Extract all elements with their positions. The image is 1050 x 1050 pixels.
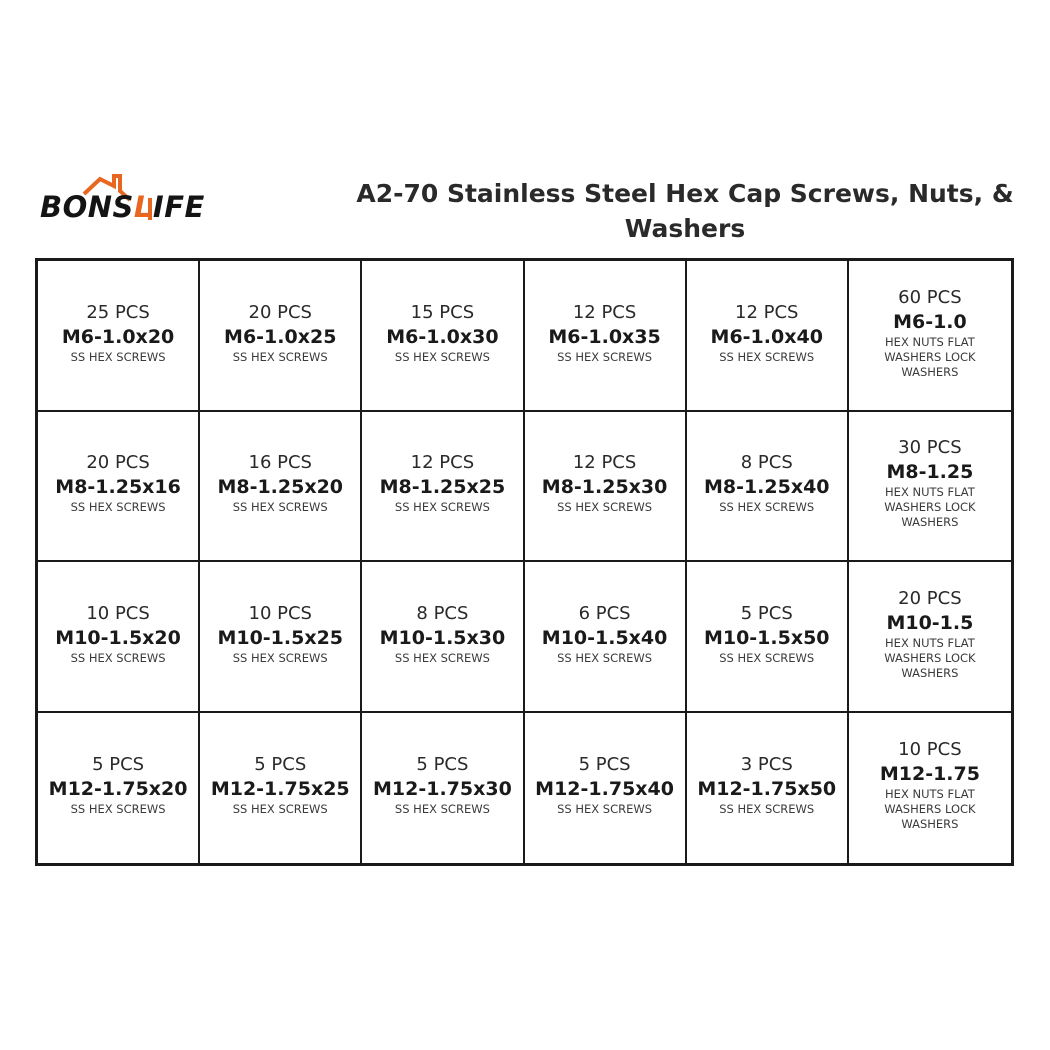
cell-quantity: 10 PCS: [86, 602, 150, 624]
cell-quantity: 20 PCS: [248, 301, 312, 323]
table-cell: [362, 412, 524, 563]
cell-quantity: 3 PCS: [740, 754, 793, 776]
table-cell: [687, 261, 849, 412]
cell-quantity: 12 PCS: [572, 301, 637, 323]
cell-size: M12-1.75x40: [535, 778, 674, 801]
cell-description: HEX NUTS FLAT WASHERS LOCK WASHERS: [884, 635, 976, 680]
table-cell: [849, 412, 1011, 563]
table-cell: [687, 713, 849, 864]
cell-description: SS HEX SCREWS: [557, 802, 653, 817]
cell-description: SS HEX SCREWS: [557, 650, 653, 665]
cell-description: SS HEX SCREWS: [719, 650, 815, 665]
cell-description: SS HEX SCREWS: [394, 650, 490, 665]
cell-quantity: 5 PCS: [254, 754, 307, 776]
table-cell: [525, 261, 687, 412]
cell-size: M8-1.25: [886, 461, 974, 484]
brand-name-part3: IFE: [152, 190, 205, 224]
cell-description: SS HEX SCREWS: [557, 500, 653, 515]
cell-description: SS HEX SCREWS: [232, 650, 328, 665]
cell-size: M8-1.25x25: [379, 476, 506, 499]
cell-quantity: 12 PCS: [410, 452, 475, 474]
cell-size: M10-1.5x50: [703, 626, 830, 649]
cell-description: SS HEX SCREWS: [70, 500, 166, 515]
table-cell: [200, 261, 362, 412]
table-cell: [362, 713, 524, 864]
table-cell: [200, 412, 362, 563]
cell-size: M6-1.0x20: [61, 325, 175, 348]
cell-size: M6-1.0x40: [710, 325, 823, 348]
cell-description: SS HEX SCREWS: [70, 802, 166, 817]
cell-size: M12-1.75x25: [210, 778, 350, 801]
cell-quantity: 8 PCS: [740, 452, 793, 474]
table-cell: [38, 562, 200, 713]
cell-description: SS HEX SCREWS: [719, 802, 815, 817]
table-cell: [200, 562, 362, 713]
cell-size: M10-1.5x20: [55, 626, 181, 649]
table-cell: [362, 562, 524, 713]
cell-description: HEX NUTS FLAT WASHERS LOCK WASHERS: [884, 485, 976, 530]
table-cell: [38, 412, 200, 563]
table-cell: [849, 713, 1011, 864]
cell-size: M8-1.25x16: [55, 476, 181, 499]
cell-quantity: 6 PCS: [578, 602, 631, 624]
cell-quantity: 25 PCS: [86, 301, 150, 323]
cell-size: M6-1.0x30: [386, 325, 499, 348]
cell-size: M8-1.25x20: [217, 476, 344, 499]
cell-size: M10-1.5x25: [217, 626, 344, 649]
parts-table: [35, 258, 1014, 866]
cell-size: M12-1.75x50: [697, 778, 837, 801]
cell-quantity: 10 PCS: [248, 602, 312, 624]
cell-size: M6-1.0x25: [224, 325, 337, 348]
cell-description: HEX NUTS FLAT WASHERS LOCK WASHERS: [884, 787, 976, 832]
cell-quantity: 10 PCS: [898, 739, 962, 761]
cell-description: SS HEX SCREWS: [394, 349, 490, 364]
cell-description: SS HEX SCREWS: [557, 349, 653, 364]
brand-logo: [40, 172, 230, 228]
table-cell: [687, 562, 849, 713]
cell-size: M12-1.75: [879, 763, 980, 786]
cell-description: HEX NUTS FLAT WASHERS LOCK WASHERS: [884, 334, 976, 379]
cell-size: M10-1.5x40: [541, 626, 668, 649]
cell-quantity: 16 PCS: [248, 452, 312, 474]
cell-description: SS HEX SCREWS: [394, 500, 490, 515]
brand-name: [40, 190, 205, 224]
cell-quantity: 5 PCS: [578, 754, 631, 776]
cell-size: M10-1.5: [886, 611, 974, 634]
table-cell: [849, 261, 1011, 412]
cell-quantity: 5 PCS: [92, 754, 145, 776]
cell-description: SS HEX SCREWS: [70, 650, 166, 665]
cell-quantity: 8 PCS: [416, 602, 469, 624]
cell-quantity: 5 PCS: [740, 602, 793, 624]
table-cell: [525, 713, 687, 864]
table-cell: [200, 713, 362, 864]
table-cell: [38, 713, 200, 864]
brand-name-part2: L: [133, 190, 153, 224]
cell-quantity: 20 PCS: [898, 587, 962, 609]
cell-quantity: 5 PCS: [416, 754, 469, 776]
brand-name-part1: BONS: [40, 190, 134, 224]
cell-quantity: 12 PCS: [572, 452, 637, 474]
table-cell: [362, 261, 524, 412]
cell-quantity: 20 PCS: [86, 452, 150, 474]
cell-size: M6-1.0: [893, 310, 967, 333]
table-cell: [687, 412, 849, 563]
cell-size: M6-1.0x35: [548, 325, 661, 348]
cell-quantity: 12 PCS: [735, 301, 799, 323]
cell-description: SS HEX SCREWS: [719, 500, 815, 515]
cell-description: SS HEX SCREWS: [232, 349, 328, 364]
cell-description: SS HEX SCREWS: [394, 802, 490, 817]
cell-description: SS HEX SCREWS: [232, 802, 328, 817]
cell-quantity: 15 PCS: [410, 301, 475, 323]
cell-quantity: 60 PCS: [898, 286, 962, 308]
cell-description: SS HEX SCREWS: [232, 500, 328, 515]
table-cell: [525, 412, 687, 563]
cell-description: SS HEX SCREWS: [719, 349, 815, 364]
table-cell: [525, 562, 687, 713]
table-cell: [38, 261, 200, 412]
cell-size: M12-1.75x20: [48, 778, 188, 801]
cell-size: M12-1.75x30: [373, 778, 512, 801]
cell-size: M8-1.25x30: [541, 476, 668, 499]
cell-size: M8-1.25x40: [703, 476, 830, 499]
cell-size: M10-1.5x30: [379, 626, 506, 649]
cell-quantity: 30 PCS: [898, 437, 962, 459]
page-title: A2-70 Stainless Steel Hex Cap Screws, Nuts, & Washers: [356, 179, 1014, 243]
table-cell: [849, 562, 1011, 713]
cell-description: SS HEX SCREWS: [70, 349, 166, 364]
